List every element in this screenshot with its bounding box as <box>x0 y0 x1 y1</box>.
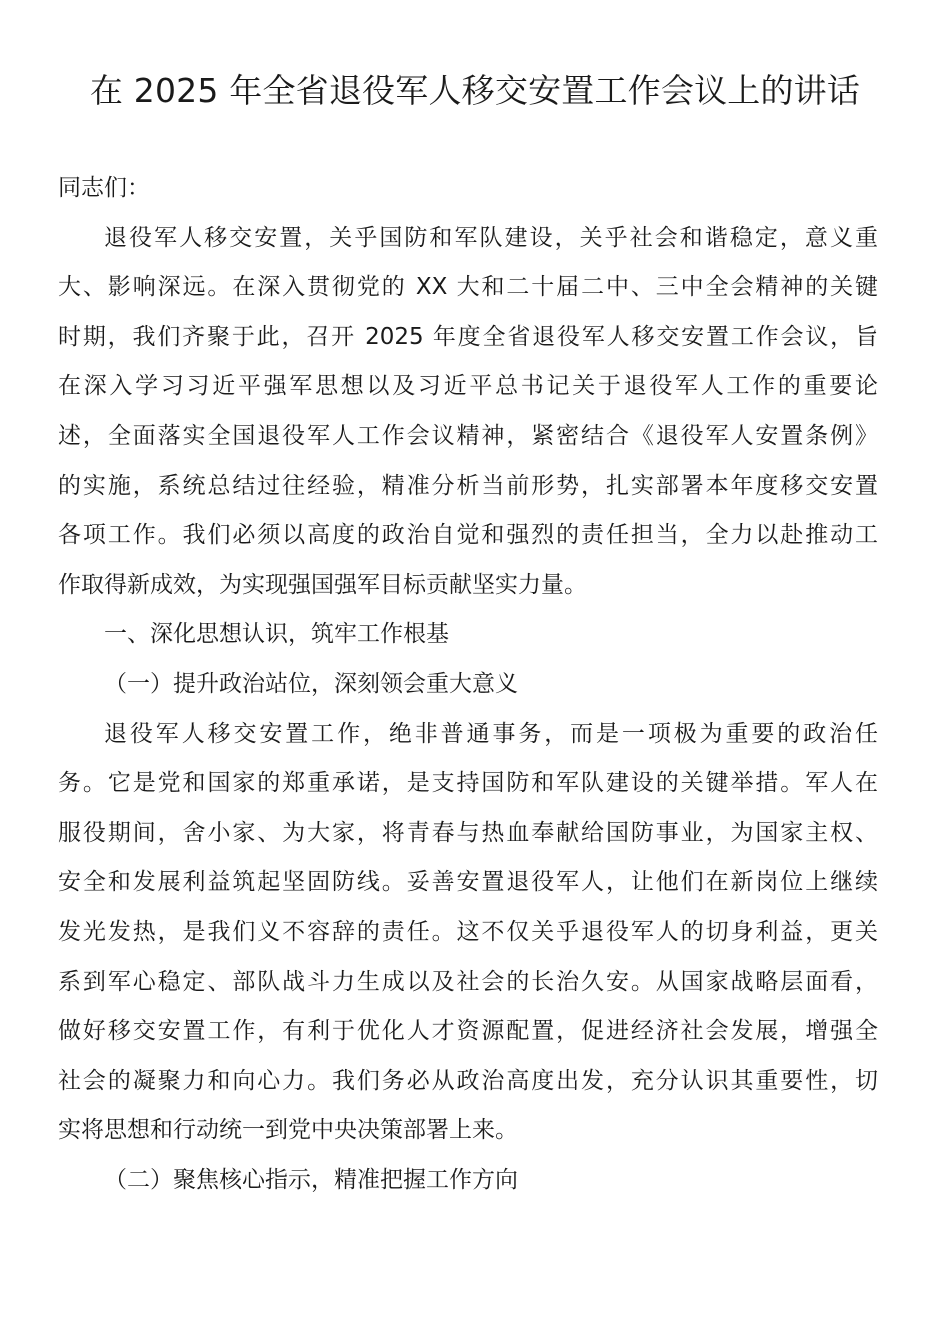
paragraph-line: 实将思想和行动统一到党中央决策部署上来。 <box>58 1117 518 1144</box>
paragraph-line: 各项工作。我们必须以高度的政治自觉和强烈的责任担当，全力以赴推动工 <box>58 522 878 549</box>
document-title: 在 2025 年全省退役军人移交安置工作会议上的讲话 <box>89 71 861 110</box>
paragraph-line: 系到军心稳定、部队战斗力生成以及社会的长治久安。从国家战略层面看， <box>58 968 878 995</box>
paragraph-line: 述，全面落实全国退役军人工作会议精神，紧密结合《退役军人安置条例》 <box>58 422 878 449</box>
paragraph-line: 在深入学习习近平强军思想以及习近平总书记关于退役军人工作的重要论 <box>58 373 878 400</box>
salutation: 同志们： <box>58 175 150 201</box>
paragraph-line: 时期，我们齐聚于此，召开 2025 年度全省退役军人移交安置工作会议，旨 <box>58 323 878 350</box>
paragraph-line: 退役军人移交安置，关乎国防和军队建设，关乎社会和谐稳定，意义重 <box>104 224 878 251</box>
paragraph-line: 务。它是党和国家的郑重承诺，是支持国防和军队建设的关键举措。军人在 <box>58 770 878 797</box>
paragraph-line: 安全和发展利益筑起坚固防线。妥善安置退役军人，让他们在新岗位上继续 <box>58 869 878 896</box>
paragraph-line: 发光发热，是我们义不容辞的责任。这不仅关乎退役军人的切身利益，更关 <box>58 918 878 945</box>
paragraph-line: 大、影响深远。在深入贯彻党的 XX 大和二十届二中、三中全会精神的关键 <box>58 274 878 301</box>
paragraph-line: 作取得新成效，为实现强国强军目标贡献坚实力量。 <box>58 571 587 598</box>
document-body <box>58 164 878 1205</box>
section-heading: 一、深化思想认识，筑牢工作根基 <box>104 621 449 648</box>
paragraph-line: 退役军人移交安置工作，绝非普通事务，而是一项极为重要的政治任 <box>104 720 878 747</box>
subsection-heading: （二）聚焦核心指示，精准把握工作方向 <box>104 1166 518 1193</box>
paragraph-intro <box>58 214 878 611</box>
paragraph-significance <box>58 710 878 1156</box>
paragraph-line: 的实施，系统总结过往经验，精准分析当前形势，扎实部署本年度移交安置 <box>58 472 878 499</box>
paragraph-line: 社会的凝聚力和向心力。我们务必从政治高度出发，充分认识其重要性，切 <box>58 1067 878 1094</box>
subsection-heading: （一）提升政治站位，深刻领会重大意义 <box>104 670 518 697</box>
paragraph-line: 服役期间，舍小家、为大家，将青春与热血奉献给国防事业，为国家主权、 <box>58 819 878 846</box>
paragraph-line: 做好移交安置工作，有利于优化人才资源配置，促进经济社会发展，增强全 <box>58 1018 878 1045</box>
